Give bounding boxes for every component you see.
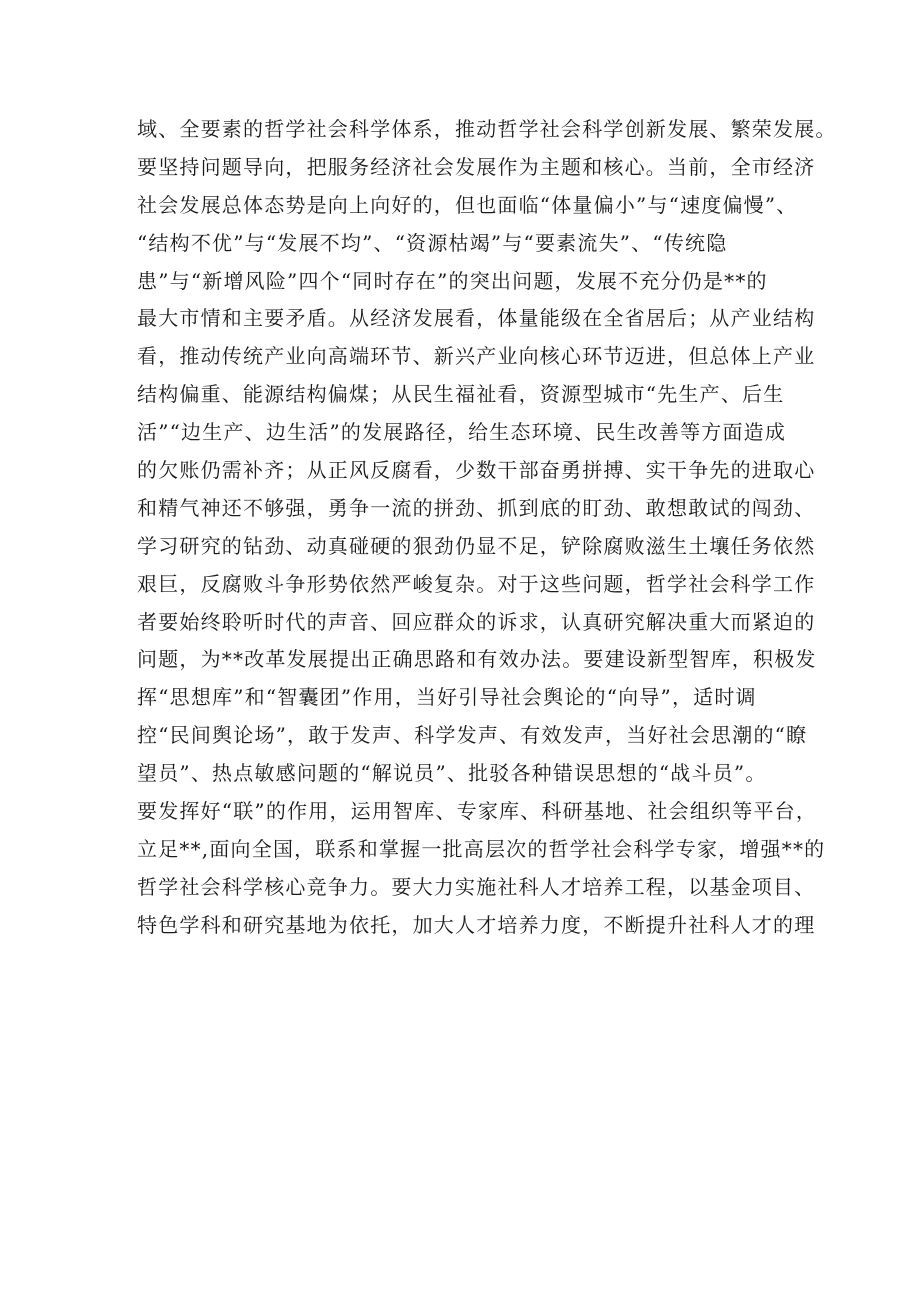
text-line: 问题，为**改革发展提出正确思路和有效办法。要建设新型智库，积极发 [137, 647, 817, 672]
text-line: 立足**,面向全国，联系和掌握一批高层次的哲学社会科学专家，增强**的 [137, 836, 826, 861]
text-line: 域、全要素的哲学社会科学体系，推动哲学社会科学创新发展、繁荣发展。 [137, 117, 837, 141]
text-line: 活”“边生产、边生活”的发展路径，给生态环境、民生改善等方面造成 [137, 420, 787, 445]
text-line: 艰巨，反腐败斗争形势依然严峻复杂。对于这些问题，哲学社会科学工作 [137, 571, 816, 596]
text-line: 和精气神还不够强，勇争一流的拼劲、抓到底的盯劲、敢想敢试的闯劲、 [137, 495, 816, 520]
text-line: 学习研究的钻劲、动真碰硬的狠劲仍显不足，铲除腐败滋生土壤任务依然 [137, 533, 816, 558]
body-paragraph [137, 111, 837, 945]
text-line: 要发挥好“联”的作用，运用智库、专家库、科研基地、社会组织等平台， [137, 799, 818, 824]
text-line: 最大市情和主要矛盾。从经济发展看，体量能级在全省居后；从产业结构 [137, 306, 816, 331]
text-line: 看，推动传统产业向高端环节、新兴产业向核心环节迈进，但总体上产业 [137, 344, 816, 369]
text-line: 者要始终聆听时代的声音、回应群众的诉求，认真研究解决重大而紧迫的 [137, 609, 816, 634]
text-line: 要坚持问题导向，把服务经济社会发展作为主题和核心。当前，全市经济 [137, 154, 816, 179]
text-line: 哲学社会科学核心竞争力。要大力实施社科人才培养工程，以基金项目、 [137, 874, 816, 899]
text-line: 控“民间舆论场”，敢于发声、科学发声、有效发声，当好社会思潮的“瞭 [137, 723, 808, 748]
text-line: 挥“思想库”和“智囊团”作用，当好引导社会舆论的“向导”，适时调 [137, 685, 757, 710]
text-line: 患”与“新增风险”四个“同时存在”的突出问题，发展不充分仍是**的 [137, 268, 768, 293]
text-line: “结构不优”与“发展不均”、“资源枯竭”与“要素流失”、“传统隐 [137, 230, 728, 255]
text-line: 望员”、热点敏感问题的“解说员”、批驳各种错误思想的“战斗员”。 [137, 761, 767, 786]
text-line: 社会发展总体态势是向上向好的，但也面临“体量偏小”与“速度偏慢”、 [137, 192, 798, 217]
text-line: 结构偏重、能源结构偏煤；从民生福祉看，资源型城市“先生产、后生 [137, 382, 785, 407]
text-line: 的欠账仍需补齐；从正风反腐看，少数干部奋勇拼搏、实干争先的进取心 [137, 458, 816, 483]
text-line: 特色学科和研究基地为依托，加大人才培养力度，不断提升社科人才的理 [137, 912, 816, 937]
